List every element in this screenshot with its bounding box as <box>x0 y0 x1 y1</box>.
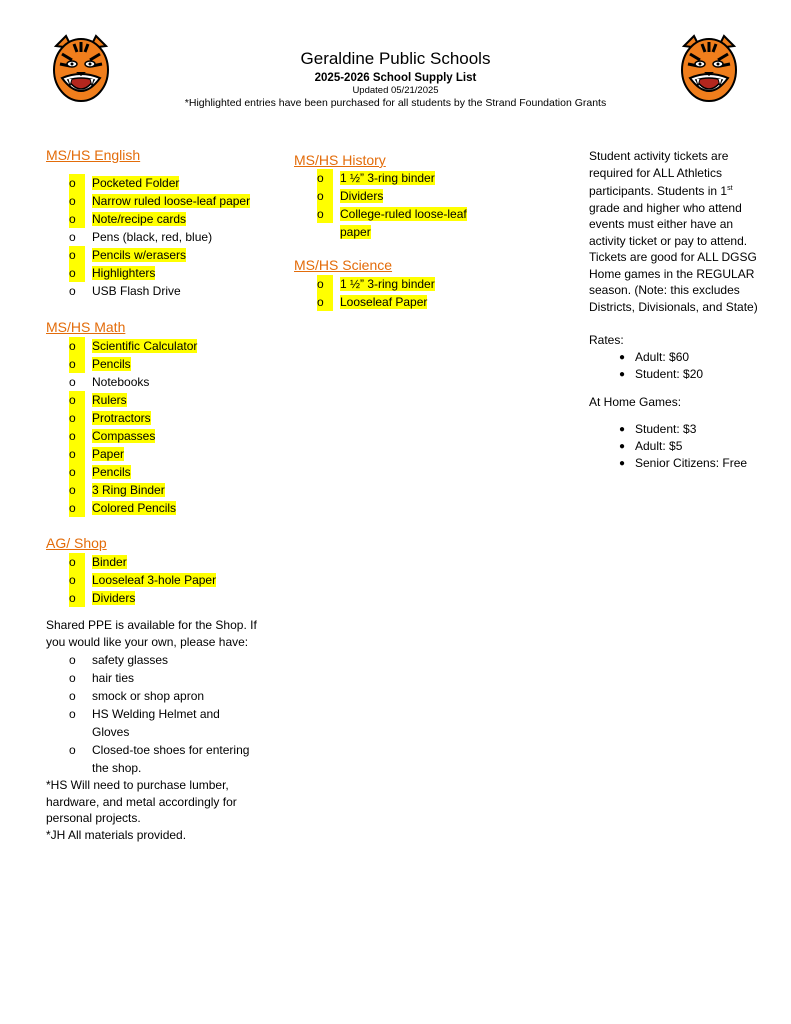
updated-date: Updated 05/21/2025 <box>352 85 439 96</box>
science-section-title: MS/HS Science <box>294 257 393 273</box>
item-text: Protractors <box>92 411 151 425</box>
item-text: Adult: $5 <box>635 439 683 453</box>
list-item <box>46 499 260 517</box>
hollow-bullet-icon: o <box>317 205 333 223</box>
bullet-dot-icon: ● <box>619 424 626 435</box>
list-item <box>589 455 759 472</box>
math-list <box>46 337 260 517</box>
ppe-list <box>46 651 260 777</box>
list-title: 2025-2026 School Supply List <box>314 72 477 84</box>
list-item <box>294 205 494 241</box>
home-games-list <box>589 421 759 472</box>
list-item <box>294 293 494 311</box>
item-text: Student: $20 <box>635 366 704 381</box>
history-list <box>294 169 494 241</box>
list-item <box>46 174 260 192</box>
hollow-bullet-icon: o <box>317 169 333 187</box>
list-item <box>46 589 260 607</box>
list-item <box>589 438 759 455</box>
list-item <box>294 169 494 187</box>
list-item <box>46 427 260 445</box>
list-item <box>46 391 260 409</box>
list-item <box>46 687 260 705</box>
list-item <box>589 349 759 366</box>
hollow-bullet-icon: o <box>69 210 85 228</box>
item-text: Paper <box>92 447 125 461</box>
list-item <box>46 373 260 391</box>
item-text: Senior Citizens: Free <box>635 456 748 470</box>
ppe-intro: Shared PPE is available for the Shop. If you would like your own, please have: <box>46 618 257 649</box>
item-text: HS Welding Helmet and Gloves <box>92 707 220 739</box>
list-item <box>589 421 759 438</box>
bullet-dot-icon: ● <box>619 368 626 380</box>
item-text: 3 Ring Binder <box>92 483 165 497</box>
hollow-bullet-icon: o <box>317 293 333 311</box>
list-item <box>46 192 260 210</box>
left-column <box>46 146 260 843</box>
middle-column <box>294 151 494 311</box>
item-text: Narrow ruled loose-leaf paper <box>92 194 251 208</box>
item-text: Note/recipe cards <box>92 212 187 226</box>
list-item <box>46 463 260 481</box>
hollow-bullet-icon: o <box>69 481 85 499</box>
list-item <box>589 366 759 383</box>
item-text: Student: $3 <box>635 422 697 436</box>
shop-section-title: AG/ Shop <box>46 535 107 551</box>
item-text: Looseleaf 3-hole Paper <box>92 573 217 587</box>
shop-list <box>46 553 260 607</box>
list-item <box>46 669 260 687</box>
hollow-bullet-icon: o <box>69 375 76 389</box>
item-text: College-ruled loose-leaf paper <box>340 207 467 239</box>
hollow-bullet-icon: o <box>69 355 85 373</box>
item-text: 1 ½” 3-ring binder <box>340 277 435 291</box>
item-text: hair ties <box>92 671 135 685</box>
item-text: USB Flash Drive <box>92 284 181 298</box>
hollow-bullet-icon: o <box>69 284 76 298</box>
hollow-bullet-icon: o <box>69 671 76 685</box>
hollow-bullet-icon: o <box>69 337 85 355</box>
item-text: Pencils <box>92 465 131 479</box>
item-text: Scientific Calculator <box>92 339 198 353</box>
hollow-bullet-icon: o <box>69 409 85 427</box>
bullet-dot-icon: ● <box>619 458 626 469</box>
rates-list <box>589 349 759 383</box>
item-text: Colored Pencils <box>92 501 177 515</box>
hollow-bullet-icon: o <box>69 553 85 571</box>
item-text: Dividers <box>340 189 384 203</box>
list-item <box>46 445 260 463</box>
hollow-bullet-icon: o <box>69 707 76 721</box>
list-item <box>46 246 260 264</box>
hollow-bullet-icon: o <box>69 264 85 282</box>
list-item <box>46 571 260 589</box>
hollow-bullet-icon: o <box>69 589 85 607</box>
right-column <box>589 148 759 472</box>
item-text: Pencils <box>92 357 131 371</box>
english-list <box>46 174 260 300</box>
item-text: smock or shop apron <box>92 689 205 703</box>
list-item <box>46 337 260 355</box>
list-item <box>46 228 260 246</box>
math-section-title: MS/HS Math <box>46 319 126 335</box>
hollow-bullet-icon: o <box>69 427 85 445</box>
tiger-logo-left <box>48 34 114 106</box>
item-text: Compasses <box>92 429 156 443</box>
hollow-bullet-icon: o <box>317 187 333 205</box>
item-text: safety glasses <box>92 653 169 667</box>
hollow-bullet-icon: o <box>69 499 85 517</box>
item-text: Pens (black, red, blue) <box>92 230 213 244</box>
hollow-bullet-icon: o <box>69 463 85 481</box>
document-header <box>140 49 651 109</box>
hollow-bullet-icon: o <box>317 275 333 293</box>
rates-label: Rates: <box>589 333 624 347</box>
list-item <box>46 264 260 282</box>
english-section-title: MS/HS English <box>46 147 141 163</box>
highlight-note: *Highlighted entries have been purchased for all students by the Strand Foundation Grants <box>184 97 607 109</box>
hollow-bullet-icon: o <box>69 743 76 757</box>
item-text: Pencils w/erasers <box>92 248 187 262</box>
item-text: 1 ½” 3-ring binder <box>340 171 435 185</box>
list-item <box>46 409 260 427</box>
hollow-bullet-icon: o <box>69 246 85 264</box>
hollow-bullet-icon: o <box>69 653 76 667</box>
hs-shop-note: *HS Will need to purchase lumber, hardware, and metal accordingly for personal projects. <box>46 778 237 825</box>
item-text: Closed-toe shoes for entering the shop. <box>92 743 250 775</box>
hollow-bullet-icon: o <box>69 445 85 463</box>
list-item <box>46 210 260 228</box>
item-text: Notebooks <box>92 375 150 389</box>
hollow-bullet-icon: o <box>69 391 85 409</box>
item-text: Binder <box>92 555 127 569</box>
item-text: Dividers <box>92 591 136 605</box>
item-text: Pocketed Folder <box>92 176 180 190</box>
item-text: Looseleaf Paper <box>340 295 428 309</box>
item-text: Rulers <box>92 393 127 407</box>
hollow-bullet-icon: o <box>69 230 76 244</box>
list-item <box>46 553 260 571</box>
bullet-dot-icon: ● <box>619 441 626 452</box>
tiger-logo-right <box>676 34 742 106</box>
jh-shop-note: *JH All materials provided. <box>46 827 187 842</box>
list-item <box>46 282 260 300</box>
list-item <box>46 741 260 777</box>
hollow-bullet-icon: o <box>69 192 85 210</box>
list-item <box>294 275 494 293</box>
hollow-bullet-icon: o <box>69 174 85 192</box>
list-item <box>46 705 260 741</box>
list-item <box>46 481 260 499</box>
hollow-bullet-icon: o <box>69 571 85 589</box>
item-text: Adult: $60 <box>635 349 690 364</box>
bullet-dot-icon: ● <box>619 351 626 363</box>
science-list <box>294 275 494 311</box>
history-section-title: MS/HS History <box>294 152 386 168</box>
home-games-label: At Home Games: <box>589 394 682 409</box>
school-name: Geraldine Public Schools <box>300 49 491 68</box>
activity-ticket-info: Student activity tickets are required for ALL Athletics participants. Students in 1st grade and higher who attend events must either have an activity ticket or pay to attend. Tickets are good for ALL DGSG Home games in the REGULAR season. (Note: this excludes Districts, Divisionals, and State) <box>589 149 758 314</box>
item-text: Highlighters <box>92 266 156 280</box>
list-item <box>294 187 494 205</box>
list-item <box>46 355 260 373</box>
list-item <box>46 651 260 669</box>
hollow-bullet-icon: o <box>69 689 76 703</box>
